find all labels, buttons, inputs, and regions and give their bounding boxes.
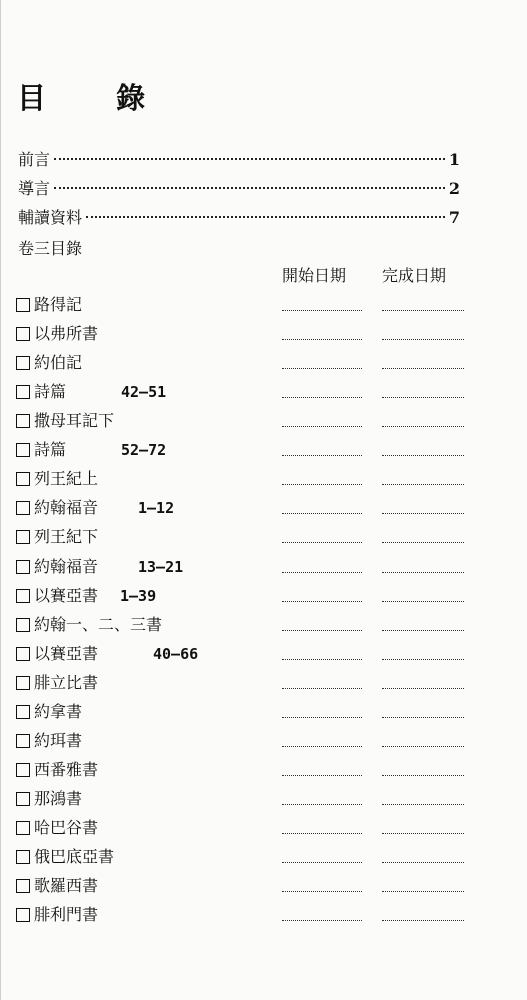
start-date-field[interactable] <box>282 368 362 369</box>
book-name: 以弗所書 <box>34 324 99 344</box>
checkbox[interactable] <box>16 298 30 312</box>
start-date-field[interactable] <box>282 804 362 805</box>
book-name: 俄巴底亞書 <box>34 847 115 866</box>
start-date-field[interactable] <box>282 920 362 921</box>
checkbox[interactable] <box>16 850 30 864</box>
start-date-field[interactable] <box>282 339 362 340</box>
end-date-field[interactable] <box>382 542 464 543</box>
column-header-end-date: 完成日期 <box>382 266 447 285</box>
start-date-field[interactable] <box>282 833 362 834</box>
book-name: 約拿書 <box>34 701 83 721</box>
book-row[interactable] <box>16 351 486 377</box>
start-date-field[interactable] <box>282 484 362 485</box>
book-name: 腓立比書 <box>34 672 99 692</box>
start-date-field[interactable] <box>282 775 362 776</box>
book-name: 詩篇 <box>34 382 67 402</box>
toc-label: 輔讀資料 <box>18 208 83 227</box>
end-date-field[interactable] <box>382 630 464 631</box>
checkbox[interactable] <box>16 414 30 428</box>
end-date-field[interactable] <box>382 572 464 573</box>
end-date-field[interactable] <box>382 804 464 805</box>
checkbox[interactable] <box>16 501 30 515</box>
checkbox[interactable] <box>16 589 30 603</box>
section-heading: 卷三目錄 <box>18 239 83 258</box>
toc-leader-dots <box>54 158 445 160</box>
end-date-field[interactable] <box>382 601 464 602</box>
end-date-field[interactable] <box>382 484 464 485</box>
end-date-field[interactable] <box>382 339 464 340</box>
toc-leader-dots <box>86 216 445 218</box>
page-title: 目 錄 <box>17 81 176 115</box>
end-date-field[interactable] <box>382 426 464 427</box>
book-row[interactable] <box>16 409 486 435</box>
checkbox[interactable] <box>16 821 30 835</box>
toc-entry-preface <box>18 148 460 172</box>
end-date-field[interactable] <box>382 397 464 398</box>
end-date-field[interactable] <box>382 688 464 689</box>
book-chapter-range: 1—39 <box>120 586 157 605</box>
start-date-field[interactable] <box>282 746 362 747</box>
checkbox[interactable] <box>16 734 30 748</box>
checkbox[interactable] <box>16 356 30 370</box>
book-name: 約翰福音 <box>34 556 99 576</box>
book-chapter-range: 1—12 <box>138 499 175 518</box>
checkbox[interactable] <box>16 530 30 544</box>
end-date-field[interactable] <box>382 368 464 369</box>
book-name: 詩篇 <box>34 440 67 460</box>
book-name: 約伯記 <box>34 353 83 373</box>
book-row[interactable] <box>16 700 486 726</box>
book-row[interactable] <box>16 322 486 348</box>
book-row[interactable] <box>16 787 486 813</box>
column-header-start-date: 開始日期 <box>282 266 347 285</box>
book-row[interactable] <box>16 671 486 697</box>
book-row[interactable] <box>16 496 486 522</box>
book-chapter-range: 52—72 <box>121 441 167 460</box>
end-date-field[interactable] <box>382 659 464 660</box>
book-name: 約翰福音 <box>34 498 99 518</box>
checkbox[interactable] <box>16 472 30 486</box>
book-name: 路得記 <box>34 295 83 314</box>
end-date-field[interactable] <box>382 746 464 747</box>
checkbox[interactable] <box>16 618 30 632</box>
toc-leader-dots <box>54 187 445 189</box>
checkbox[interactable] <box>16 560 30 574</box>
book-name: 以賽亞書 <box>34 643 99 663</box>
checkbox[interactable] <box>16 647 30 661</box>
book-row[interactable] <box>16 380 486 406</box>
end-date-field[interactable] <box>382 455 464 456</box>
book-chapter-range: 13—21 <box>138 557 184 576</box>
checkbox[interactable] <box>16 385 30 399</box>
book-chapter-range: 40—66 <box>153 644 199 663</box>
end-date-field[interactable] <box>382 920 464 921</box>
book-name: 列王紀下 <box>34 527 99 547</box>
start-date-field[interactable] <box>282 426 362 427</box>
book-row[interactable] <box>16 613 486 639</box>
start-date-field[interactable] <box>282 862 362 863</box>
checkbox[interactable] <box>16 705 30 719</box>
book-name: 哈巴谷書 <box>34 817 99 837</box>
page-edge <box>0 0 1 1000</box>
toc-page-number: 7 <box>448 208 460 227</box>
book-row[interactable] <box>16 903 486 929</box>
book-name: 列王紀上 <box>34 469 99 489</box>
book-row[interactable] <box>16 816 486 842</box>
end-date-field[interactable] <box>382 862 464 863</box>
book-chapter-range: 42—51 <box>121 383 167 402</box>
toc-entry-introduction <box>18 177 460 201</box>
book-row[interactable] <box>16 525 486 551</box>
book-name: 撒母耳記下 <box>34 411 115 431</box>
book-row[interactable] <box>16 845 486 871</box>
checkbox[interactable] <box>16 792 30 806</box>
toc-page-number: 2 <box>448 179 460 198</box>
end-date-field[interactable] <box>382 310 464 311</box>
checkbox[interactable] <box>16 763 30 777</box>
book-row[interactable] <box>16 874 486 900</box>
checkbox[interactable] <box>16 879 30 893</box>
book-name: 那鴻書 <box>34 788 83 808</box>
book-name: 約翰一、二、三書 <box>34 614 163 634</box>
book-row[interactable] <box>16 438 486 464</box>
start-date-field[interactable] <box>282 310 362 311</box>
checkbox[interactable] <box>16 676 30 690</box>
book-row[interactable] <box>16 467 486 493</box>
checkbox[interactable] <box>16 327 30 341</box>
start-date-field[interactable] <box>282 659 362 660</box>
book-row[interactable] <box>16 584 486 610</box>
book-row[interactable] <box>16 555 486 581</box>
book-name: 以賽亞書 <box>34 585 99 605</box>
checkbox[interactable] <box>16 443 30 457</box>
checkbox[interactable] <box>16 908 30 922</box>
end-date-field[interactable] <box>382 775 464 776</box>
book-name: 西番雅書 <box>34 759 99 779</box>
start-date-field[interactable] <box>282 717 362 718</box>
book-name: 約珥書 <box>34 730 83 750</box>
start-date-field[interactable] <box>282 601 362 602</box>
start-date-field[interactable] <box>282 572 362 573</box>
start-date-field[interactable] <box>282 688 362 689</box>
book-row[interactable] <box>16 758 486 784</box>
start-date-field[interactable] <box>282 630 362 631</box>
toc-label: 前言 <box>18 150 51 169</box>
book-name: 腓利門書 <box>34 905 99 925</box>
end-date-field[interactable] <box>382 891 464 892</box>
toc-label: 導言 <box>18 179 51 198</box>
start-date-field[interactable] <box>282 891 362 892</box>
book-row[interactable] <box>16 293 486 319</box>
end-date-field[interactable] <box>382 833 464 834</box>
end-date-field[interactable] <box>382 717 464 718</box>
start-date-field[interactable] <box>282 513 362 514</box>
toc-entry-study-aids <box>18 206 460 230</box>
book-row[interactable] <box>16 729 486 755</box>
start-date-field[interactable] <box>282 397 362 398</box>
book-row[interactable] <box>16 642 486 668</box>
toc-page-number: 1 <box>448 150 460 169</box>
book-name: 歌羅西書 <box>34 876 99 895</box>
start-date-field[interactable] <box>282 455 362 456</box>
end-date-field[interactable] <box>382 513 464 514</box>
start-date-field[interactable] <box>282 542 362 543</box>
